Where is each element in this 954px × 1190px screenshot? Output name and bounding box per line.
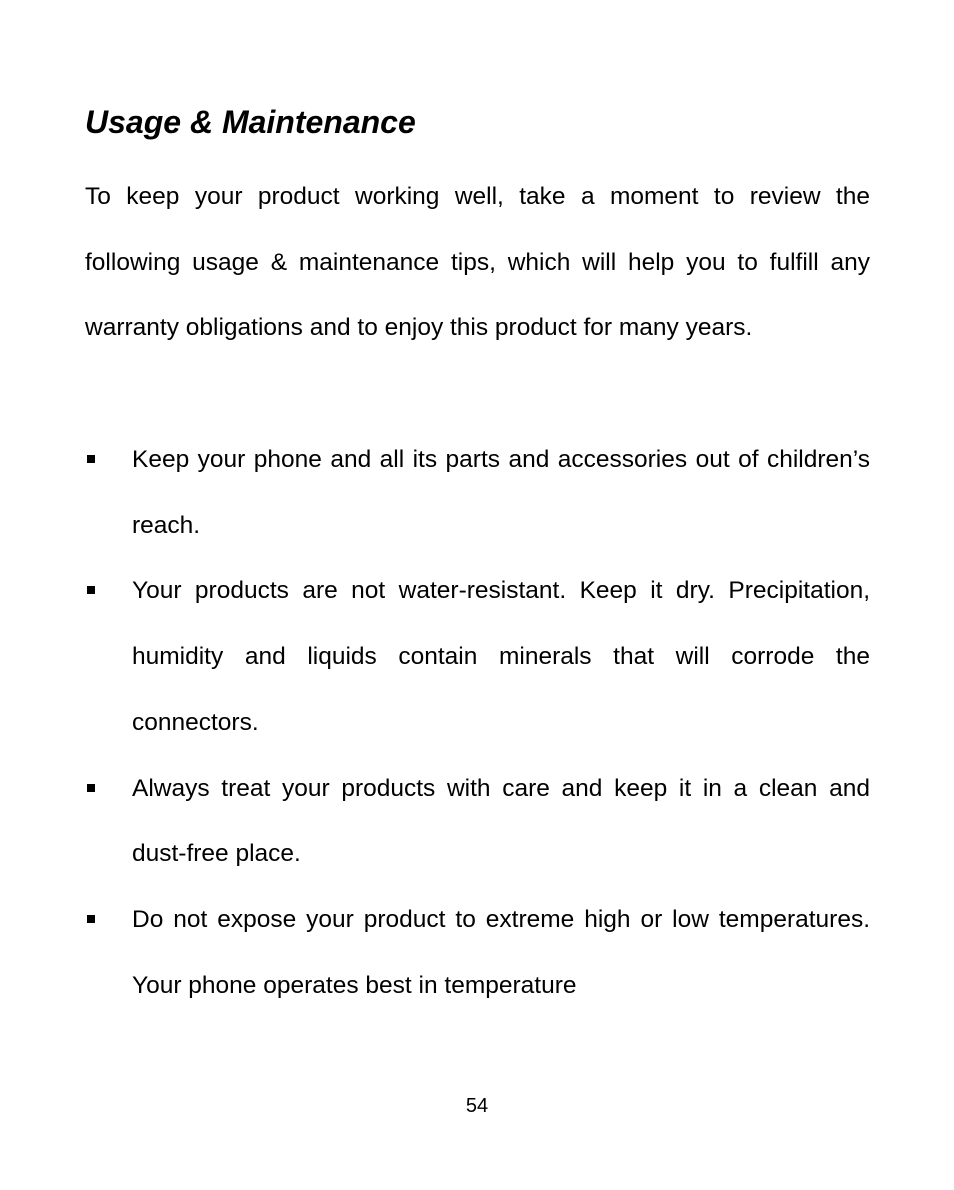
list-item-text: Always treat your products with care and keep it in a clean and dust-free place. [132,774,870,868]
list-item [85,887,870,1018]
list-item-text: Keep your phone and all its parts and accessories out of children’s reach. [132,446,870,539]
list-item [85,756,870,887]
list-item-text: Your products are not water-resistant. Keep it dry. Precipitation, humidity and liquids contain minerals that will corrode the connectors. [132,577,870,736]
list-item-text: Do not expose your product to extreme high or low temperatures. Your phone operates best in temperature [132,905,870,999]
square-bullet-icon [87,915,95,923]
page-title: Usage & Maintenance [85,104,416,140]
square-bullet-icon [87,586,95,594]
list-item [85,558,870,755]
page-number: 54 [465,1095,489,1117]
tips-list [85,427,870,1018]
list-item [85,427,870,558]
square-bullet-icon [87,784,95,792]
square-bullet-icon [87,455,95,463]
intro-paragraph: To keep your product working well, take a moment to review the following usage & maintenance tips, which will help you to fulfill any warranty obligations and to enjoy this product for many years. [85,183,870,342]
